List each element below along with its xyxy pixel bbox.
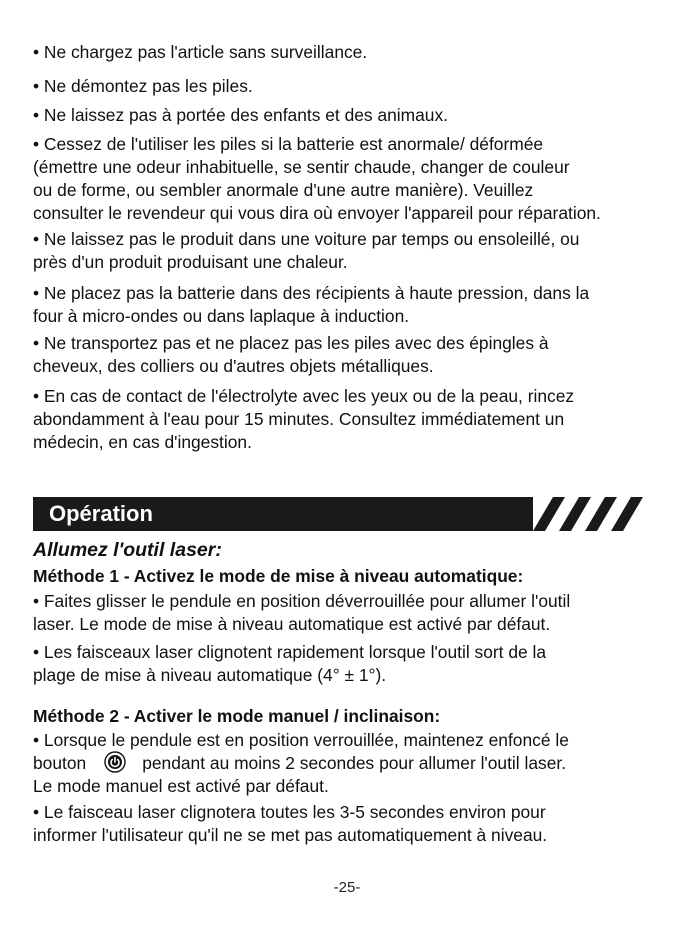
text-line: informer l'utilisateur qu'il ne se met pas automatiquement à niveau.: [33, 825, 548, 845]
text-line-with-icon: [33, 752, 673, 775]
method-2-bullet-blink: [33, 801, 673, 847]
method-2-heading: Méthode 2 - Activer le mode manuel / inclinaison:: [33, 706, 441, 726]
text-line: plage de mise à niveau automatique (4° ± 1°).: [33, 665, 387, 685]
text-line: • Ne démontez pas les piles.: [33, 76, 253, 96]
operation-subtitle: Allumez l'outil laser:: [33, 539, 222, 561]
text-line: four à micro-ondes ou dans laplaque à induction.: [33, 306, 410, 326]
text-line: • Les faisceaux laser clignotent rapidement lorsque l'outil sort de la: [33, 642, 547, 662]
safety-item-charging: [33, 41, 673, 64]
text-line: consulter le revendeur qui vous dira où envoyer l'appareil pour réparation.: [33, 203, 601, 223]
safety-item-car-heat: [33, 228, 673, 274]
text-line: abondamment à l'eau pour 15 minutes. Consultez immédiatement un: [33, 409, 565, 429]
safety-item-disassemble: [33, 75, 673, 98]
text-line: • Lorsque le pendule est en position verrouillée, maintenez enfoncé le: [33, 730, 569, 750]
text-line: • Le faisceau laser clignotera toutes les 3-5 secondes environ pour: [33, 802, 546, 822]
text-line: • Ne placez pas la batterie dans des récipients à haute pression, dans la: [33, 283, 590, 303]
safety-item-children: [33, 104, 673, 127]
safety-item-pressure: [33, 282, 673, 328]
method-1-bullet-blink: [33, 641, 673, 687]
safety-item-metal-objects: [33, 332, 673, 378]
method-2-bullet-manual: [33, 729, 673, 798]
safety-item-electrolyte: [33, 385, 673, 454]
text-line: • En cas de contact de l'électrolyte avec les yeux ou de la peau, rincez: [33, 386, 575, 406]
diagonal-stripes-decoration: [523, 497, 643, 531]
text-line: • Ne laissez pas le produit dans une voiture par temps ou ensoleillé, ou: [33, 229, 580, 249]
power-button-icon: [104, 751, 126, 773]
text-line: • Cessez de l'utiliser les piles si la batterie est anormale/ déformée: [33, 134, 544, 154]
text-fragment: bouton: [33, 753, 87, 773]
page-number: -25-: [333, 879, 361, 896]
text-line: (émettre une odeur inhabituelle, se sentir chaude, changer de couleur: [33, 157, 570, 177]
method-1-bullet-unlock: [33, 590, 673, 636]
method-1-heading: Méthode 1 - Activez le mode de mise à niveau automatique:: [33, 566, 524, 586]
text-line: • Ne transportez pas et ne placez pas les piles avec des épingles à: [33, 333, 549, 353]
section-title: Opération: [49, 501, 153, 526]
text-line: près d'un produit produisant une chaleur.: [33, 252, 348, 272]
text-line: • Ne chargez pas l'article sans surveillance.: [33, 42, 368, 62]
text-line: médecin, en cas d'ingestion.: [33, 432, 252, 452]
section-banner: [33, 497, 643, 531]
safety-item-abnormal-battery: [33, 133, 673, 225]
text-line: cheveux, des colliers ou d'autres objets métalliques.: [33, 356, 434, 376]
text-line: laser. Le mode de mise à niveau automatique est activé par défaut.: [33, 614, 551, 634]
text-line: Le mode manuel est activé par défaut.: [33, 776, 329, 797]
text-line: ou de forme, ou sembler anormale d'une autre manière). Veuillez: [33, 180, 534, 200]
text-line: • Faites glisser le pendule en position déverrouillée pour allumer l'outil: [33, 591, 571, 611]
text-line: • Ne laissez pas à portée des enfants et des animaux.: [33, 105, 449, 125]
text-fragment: pendant au moins 2 secondes pour allumer l'outil laser.: [142, 753, 567, 773]
